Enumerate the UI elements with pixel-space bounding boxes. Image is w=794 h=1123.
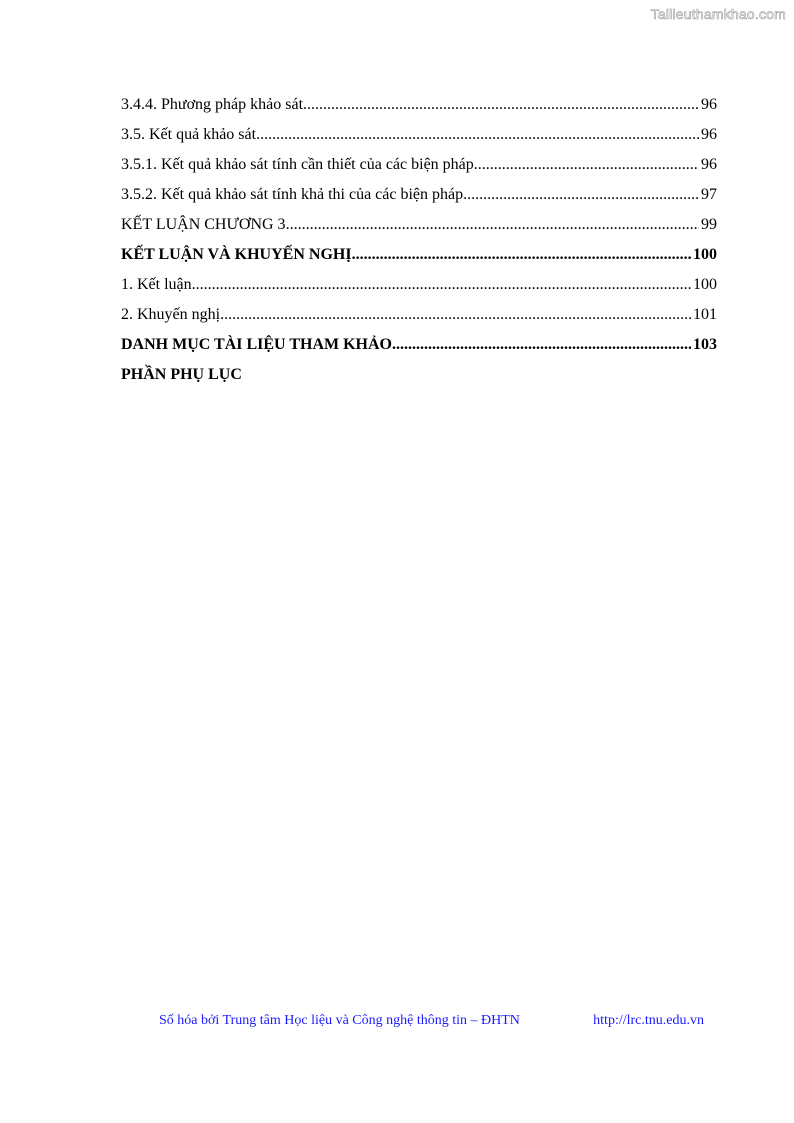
- toc-entry-page: 96: [701, 156, 717, 173]
- page-footer: [159, 1013, 704, 1029]
- toc-entry-title: 3.4.4. Phương pháp khảo sát: [121, 96, 304, 113]
- toc-entry-page: 96: [701, 96, 717, 113]
- toc-entry-page: 97: [701, 186, 717, 203]
- toc-entry: [121, 304, 717, 334]
- toc-entry: [121, 94, 717, 124]
- toc-entry-page: 100: [693, 276, 717, 293]
- toc-entry-title: KẾT LUẬN CHƯƠNG 3: [121, 216, 286, 233]
- toc-entry-title: 2. Khuyến nghị: [121, 306, 221, 323]
- toc-entry-page: 103: [693, 336, 717, 353]
- toc-dot-leader: [352, 244, 691, 266]
- toc-dot-leader: [192, 274, 691, 296]
- toc-entry: [121, 274, 717, 304]
- toc-dot-leader: [303, 94, 699, 116]
- toc-entry: [121, 214, 717, 244]
- toc-entry-title: PHẦN PHỤ LỤC: [121, 366, 242, 383]
- toc-entry: [121, 364, 717, 394]
- footer-link[interactable]: http://lrc.tnu.edu.vn: [593, 1013, 704, 1028]
- toc-dot-leader: [474, 154, 699, 176]
- toc-entry-title: DANH MỤC TÀI LIỆU THAM KHẢO: [121, 336, 392, 353]
- toc-entry-page: 96: [701, 126, 717, 143]
- toc-entry-title: 3.5. Kết quả khảo sát: [121, 126, 257, 143]
- toc-entry: [121, 244, 717, 274]
- toc-dot-leader: [256, 124, 699, 146]
- toc-dot-leader: [463, 184, 699, 206]
- toc-dot-leader: [392, 334, 691, 356]
- toc-entry-title: 3.5.1. Kết quả khảo sát tính cần thiết của các biện pháp: [121, 156, 474, 173]
- toc-entry: [121, 184, 717, 214]
- toc-entry-title: 1. Kết luận: [121, 276, 192, 293]
- toc-entry: [121, 334, 717, 364]
- toc-entry: [121, 124, 717, 154]
- toc-entry-title: KẾT LUẬN VÀ KHUYẾN NGHỊ: [121, 246, 352, 263]
- toc-dot-leader: [220, 304, 691, 326]
- watermark-text: Tailieuthamkhao.com: [650, 6, 786, 22]
- toc-entry-page: 101: [693, 306, 717, 323]
- footer-credit: Số hóa bởi Trung tâm Học liệu và Công nghệ thông tin – ĐHTN: [159, 1013, 520, 1028]
- toc-entry-page: 99: [701, 216, 717, 233]
- toc-entry-page: 100: [693, 246, 717, 263]
- toc-entry-title: 3.5.2. Kết quả khảo sát tính khả thi của các biện pháp: [121, 186, 464, 203]
- toc-dot-leader: [286, 214, 699, 236]
- table-of-contents: [121, 94, 717, 394]
- toc-entry: [121, 154, 717, 184]
